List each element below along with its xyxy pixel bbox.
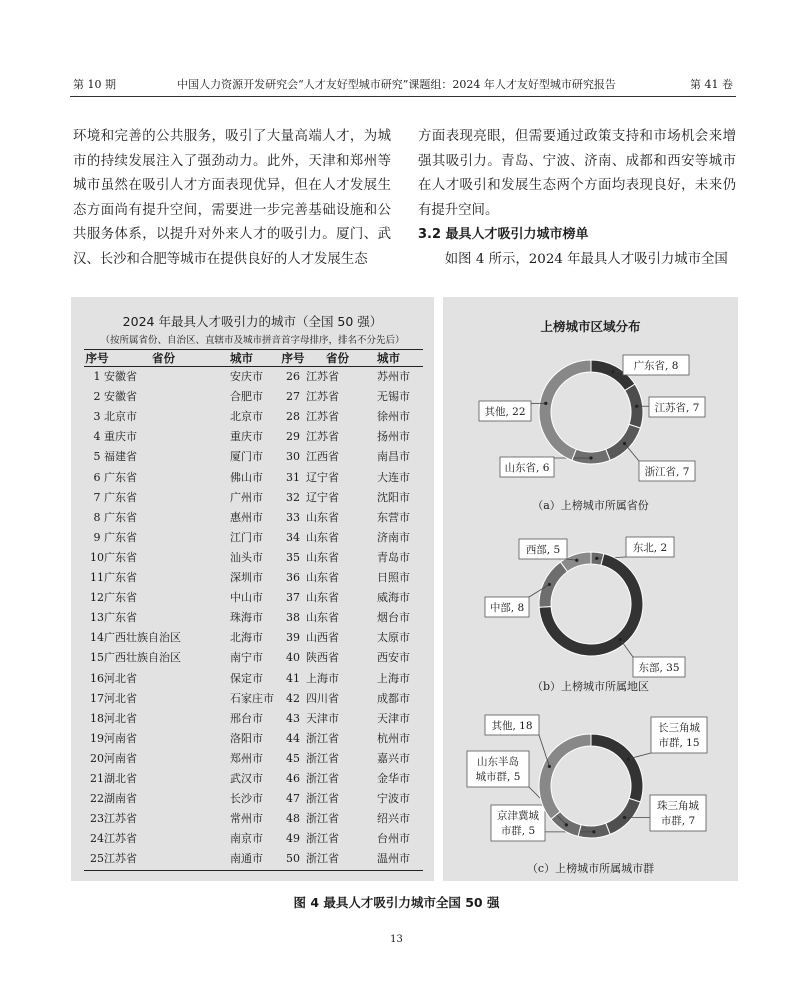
table-row <box>84 749 423 769</box>
row-number: 21 <box>90 772 104 785</box>
right-column <box>418 125 736 273</box>
table-note: （按所属省份、自治区、直辖市及城市拼音首字母排序，排名不分先后） <box>100 335 405 346</box>
row-province: 安徽省 <box>104 370 137 383</box>
row-province: 江苏省 <box>104 812 137 826</box>
donut-charts-panel <box>443 297 738 881</box>
row-number: 44 <box>286 731 300 745</box>
slice-label: 江苏省, 7 <box>654 402 700 414</box>
row-city: 中山市 <box>230 591 263 605</box>
row-city: 徐州市 <box>377 410 410 424</box>
row-number: 41 <box>286 671 300 685</box>
table-row <box>84 407 423 427</box>
slice-label: 山东省, 6 <box>504 462 550 474</box>
row-province: 湖北省 <box>104 772 137 785</box>
row-province: 浙江省 <box>306 852 339 866</box>
row-province: 辽宁省 <box>306 490 339 504</box>
row-province: 山东省 <box>306 571 339 584</box>
slice-label: 东部, 35 <box>638 662 680 674</box>
table-row <box>84 568 423 588</box>
row-number: 32 <box>286 490 300 504</box>
row-city: 烟台市 <box>377 611 410 625</box>
section-text: 如图 4 所示，2024 年最具人才吸引力城市全国 <box>444 251 728 267</box>
slice-label: 广东省, 8 <box>633 360 679 372</box>
donut-slice <box>539 562 567 607</box>
caption-province: （a）上榜城市所属省份 <box>532 499 649 512</box>
table-row <box>84 508 423 528</box>
row-province: 北京市 <box>104 410 137 424</box>
city-table-panel <box>71 297 434 881</box>
slice-label: 珠三角城市群, 7 <box>657 800 699 827</box>
row-city: 江门市 <box>230 530 263 544</box>
caption-region: （b）上榜城市所属地区 <box>531 680 650 693</box>
row-number: 20 <box>90 751 104 765</box>
table-row <box>84 548 423 568</box>
row-province: 浙江省 <box>306 832 339 846</box>
row-province: 河北省 <box>104 691 137 705</box>
leader-dot <box>612 370 615 373</box>
row-number: 50 <box>286 852 300 866</box>
row-number: 26 <box>286 370 300 383</box>
slice-label: 长三角城市群, 15 <box>658 722 700 749</box>
row-number: 35 <box>286 550 300 564</box>
table-row <box>84 729 423 749</box>
table-row <box>84 608 423 628</box>
table-row <box>84 849 423 869</box>
row-province: 江苏省 <box>306 410 339 424</box>
row-city: 绍兴市 <box>377 812 410 826</box>
row-province: 广东省 <box>104 611 137 625</box>
row-city: 邢台市 <box>230 711 263 725</box>
row-number: 19 <box>90 731 104 745</box>
row-city: 汕头市 <box>230 550 263 564</box>
row-city: 厦门市 <box>230 450 263 464</box>
right-paragraph: 方面表现亮眼，但需要通过政策支持和市场机会来增强其吸引力。青岛、宁波、济南、成都和西安等城市在人才吸引和发展生态两个方面均表现良好，未来仍有提升空间。 <box>418 129 736 218</box>
row-city: 天津市 <box>377 711 410 725</box>
row-province: 江西省 <box>306 450 339 464</box>
row-province: 浙江省 <box>306 751 339 765</box>
row-number: 23 <box>90 812 104 826</box>
leader-dot <box>548 765 551 768</box>
table-row <box>84 427 423 447</box>
table-row <box>84 528 423 548</box>
row-number: 6 <box>93 470 101 484</box>
row-city: 保定市 <box>230 671 263 685</box>
row-province: 陕西省 <box>306 651 339 665</box>
running-title: 中国人力资源开发研究会“人才友好型城市研究”课题组：2024 年人才友好型城市研究报告 <box>177 78 616 91</box>
row-city: 南昌市 <box>377 450 410 464</box>
row-city: 嘉兴市 <box>377 751 410 765</box>
chart-title: 上榜城市区域分布 <box>540 319 641 334</box>
row-city: 洛阳市 <box>230 731 263 745</box>
row-city: 深圳市 <box>230 571 263 584</box>
row-province: 江苏省 <box>306 390 339 404</box>
row-city: 合肥市 <box>230 390 263 404</box>
donut-chart-province <box>443 337 738 487</box>
leader-dot <box>565 823 568 826</box>
header-city-1: 城市 <box>230 351 253 365</box>
row-city: 安庆市 <box>230 370 263 383</box>
row-city: 济南市 <box>377 530 410 544</box>
row-number: 37 <box>286 591 300 605</box>
row-city: 沈阳市 <box>377 490 410 504</box>
table-row <box>84 769 423 789</box>
row-number: 43 <box>286 711 300 725</box>
row-number: 12 <box>90 591 104 605</box>
row-city: 武汉市 <box>230 772 263 785</box>
table-row <box>84 367 423 387</box>
row-province: 浙江省 <box>306 812 339 826</box>
row-number: 45 <box>286 751 300 765</box>
table-row <box>84 809 423 829</box>
issue-number: 第 10 期 <box>73 78 116 91</box>
row-number: 15 <box>90 651 104 665</box>
row-city: 北京市 <box>230 410 263 424</box>
table-title: 2024 年最具人才吸引力的城市（全国 50 强） <box>122 314 383 329</box>
table-row <box>84 628 423 648</box>
row-province: 江苏省 <box>104 832 137 846</box>
row-province: 上海市 <box>306 671 339 685</box>
row-province: 山东省 <box>306 510 339 524</box>
row-province: 广东省 <box>104 591 137 605</box>
slice-label: 东北, 2 <box>632 542 668 554</box>
row-number: 17 <box>90 691 104 705</box>
leader-dot <box>595 557 598 560</box>
leader-dot <box>623 442 626 445</box>
row-city: 苏州市 <box>377 370 410 383</box>
table-row <box>84 829 423 849</box>
row-province: 浙江省 <box>306 731 339 745</box>
leader-dot <box>589 456 592 459</box>
leader-dot <box>619 638 622 641</box>
donut-slice <box>606 798 641 834</box>
header-province-2: 省份 <box>326 351 349 365</box>
slice-label: 其他, 22 <box>484 406 526 418</box>
left-paragraph: 环境和完善的公共服务，吸引了大量高端人才，为城市的持续发展注入了强劲动力。此外，天津和郑州等城市虽然在吸引人才方面表现优异，但在人才发展生态方面尚有提升空间，需要进一步完善基础设施和公共服务体系，以提升对外来人才的吸引力。厦门、武汉、长沙和合肥等城市在提供良好的人才发展生态 <box>73 129 391 267</box>
row-province: 广西壮族自治区 <box>104 631 181 645</box>
row-number: 24 <box>90 832 104 846</box>
row-province: 河南省 <box>104 731 137 745</box>
header-no-2: 序号 <box>281 351 305 365</box>
row-city: 上海市 <box>377 671 410 685</box>
header-city-2: 城市 <box>377 351 400 365</box>
row-province: 广东省 <box>104 530 137 544</box>
table-row <box>84 648 423 668</box>
row-number: 34 <box>286 530 300 544</box>
row-city: 佛山市 <box>230 470 263 484</box>
header-rule <box>70 96 736 97</box>
row-province: 江苏省 <box>306 430 339 444</box>
slice-label: 山东半岛城市群, 5 <box>475 756 521 783</box>
volume-number: 第 41 卷 <box>690 78 733 91</box>
row-city: 常州市 <box>230 812 263 826</box>
slice-label: 京津冀城市群, 5 <box>497 810 539 837</box>
table-row <box>84 387 423 407</box>
row-number: 4 <box>93 430 101 444</box>
row-province: 广东省 <box>104 571 137 584</box>
row-number: 48 <box>286 812 300 826</box>
row-city: 郑州市 <box>230 751 263 765</box>
row-number: 14 <box>90 631 104 645</box>
row-province: 四川省 <box>306 691 339 705</box>
row-number: 46 <box>286 772 300 785</box>
row-number: 7 <box>93 490 101 504</box>
header-no-1: 序号 <box>85 351 109 365</box>
table-row <box>84 468 423 488</box>
row-number: 25 <box>90 852 104 866</box>
row-city: 青岛市 <box>377 550 410 564</box>
figure-caption: 图 4 最具人才吸引力城市全国 50 强 <box>293 895 500 910</box>
row-province: 江苏省 <box>104 852 137 866</box>
row-province: 广西壮族自治区 <box>104 651 181 665</box>
row-number: 31 <box>286 470 300 484</box>
row-number: 36 <box>286 571 300 584</box>
row-city: 杭州市 <box>377 731 410 745</box>
row-number: 39 <box>286 631 300 645</box>
row-number: 40 <box>286 651 300 665</box>
row-city: 温州市 <box>377 852 410 866</box>
page-number: 13 <box>390 934 403 945</box>
donut-chart-region <box>443 529 738 679</box>
row-city: 北海市 <box>230 631 263 645</box>
row-province: 山东省 <box>306 591 339 605</box>
table-header <box>84 350 423 366</box>
row-city: 台州市 <box>377 832 410 846</box>
leader-dot <box>627 757 630 760</box>
row-city: 无锡市 <box>377 390 410 404</box>
row-number: 16 <box>90 671 104 685</box>
row-province: 浙江省 <box>306 792 339 806</box>
slice-label: 浙江省, 7 <box>644 466 690 478</box>
row-number: 2 <box>93 390 101 404</box>
row-province: 天津市 <box>306 711 339 725</box>
row-city: 南通市 <box>230 852 263 866</box>
row-city: 扬州市 <box>377 430 410 444</box>
row-city: 金华市 <box>377 772 410 785</box>
row-city: 石家庄市 <box>230 691 274 705</box>
row-number: 49 <box>286 832 300 846</box>
row-number: 18 <box>90 711 104 725</box>
row-province: 安徽省 <box>104 390 137 404</box>
row-number: 28 <box>286 410 300 424</box>
row-number: 38 <box>286 611 300 625</box>
row-province: 江苏省 <box>306 370 339 383</box>
table-row <box>84 447 423 467</box>
row-province: 广东省 <box>104 510 137 524</box>
row-number: 5 <box>93 450 101 464</box>
row-province: 河北省 <box>104 671 137 685</box>
table-bottom-rule <box>84 870 423 871</box>
row-number: 13 <box>90 611 104 625</box>
row-number: 22 <box>90 792 104 806</box>
row-city: 东营市 <box>377 510 410 524</box>
donut-slice <box>539 734 591 819</box>
row-province: 辽宁省 <box>306 470 339 484</box>
table-row <box>84 588 423 608</box>
row-city: 西安市 <box>377 651 410 665</box>
header-province-1: 省份 <box>152 351 175 365</box>
row-province: 山西省 <box>306 631 339 645</box>
row-number: 30 <box>286 450 300 464</box>
row-province: 浙江省 <box>306 772 339 785</box>
row-province: 广东省 <box>104 470 137 484</box>
row-number: 42 <box>286 691 300 705</box>
leader-dot <box>635 405 638 408</box>
row-number: 33 <box>286 510 300 524</box>
row-city: 长沙市 <box>230 792 263 806</box>
row-city: 宁波市 <box>377 792 410 806</box>
left-column <box>73 125 391 273</box>
row-number: 3 <box>93 410 101 424</box>
leader-dot <box>623 816 626 819</box>
row-province: 山东省 <box>306 530 339 544</box>
leader-line <box>625 443 639 461</box>
row-province: 广东省 <box>104 550 137 564</box>
row-city: 大连市 <box>377 470 410 484</box>
row-province: 河北省 <box>104 711 137 725</box>
donut-chart-cluster <box>443 711 738 861</box>
row-province: 河南省 <box>104 751 137 765</box>
donut-slice <box>591 734 643 802</box>
row-city: 珠海市 <box>230 611 263 625</box>
table-row <box>84 709 423 729</box>
row-city: 太原市 <box>377 631 410 645</box>
row-number: 29 <box>286 430 300 444</box>
row-city: 惠州市 <box>230 510 263 524</box>
leader-dot <box>544 402 547 405</box>
slice-label: 西部, 5 <box>525 544 561 556</box>
row-number: 47 <box>286 792 300 806</box>
row-city: 威海市 <box>377 591 410 605</box>
row-city: 南京市 <box>230 832 263 846</box>
row-number: 11 <box>90 571 104 584</box>
row-city: 南宁市 <box>230 651 263 665</box>
row-province: 湖南省 <box>104 792 137 806</box>
table-row <box>84 669 423 689</box>
row-number: 1 <box>93 370 101 383</box>
leader-dot <box>575 559 578 562</box>
row-province: 山东省 <box>306 550 339 564</box>
donut-slice <box>539 360 591 460</box>
row-province: 山东省 <box>306 611 339 625</box>
slice-label: 其他, 18 <box>491 720 533 732</box>
table-row <box>84 488 423 508</box>
row-province: 广东省 <box>104 490 137 504</box>
table-row <box>84 689 423 709</box>
row-province: 福建省 <box>104 450 137 464</box>
row-city: 成都市 <box>377 691 410 705</box>
leader-dot <box>548 583 551 586</box>
donut-slice <box>606 424 641 460</box>
row-number: 10 <box>90 550 104 564</box>
row-city: 重庆市 <box>230 430 263 444</box>
row-province: 重庆市 <box>104 430 137 444</box>
table-row <box>84 789 423 809</box>
row-city: 日照市 <box>377 571 410 584</box>
section-heading: 3.2 最具人才吸引力城市榜单 <box>418 227 589 243</box>
row-city: 广州市 <box>230 490 263 504</box>
row-number: 27 <box>286 390 300 404</box>
leader-dot <box>592 830 595 833</box>
row-number: 8 <box>93 510 101 524</box>
leader-line <box>539 735 549 766</box>
caption-cluster: （c）上榜城市所属城市群 <box>526 862 655 875</box>
row-number: 9 <box>93 530 101 544</box>
slice-label: 中部, 8 <box>489 602 525 614</box>
